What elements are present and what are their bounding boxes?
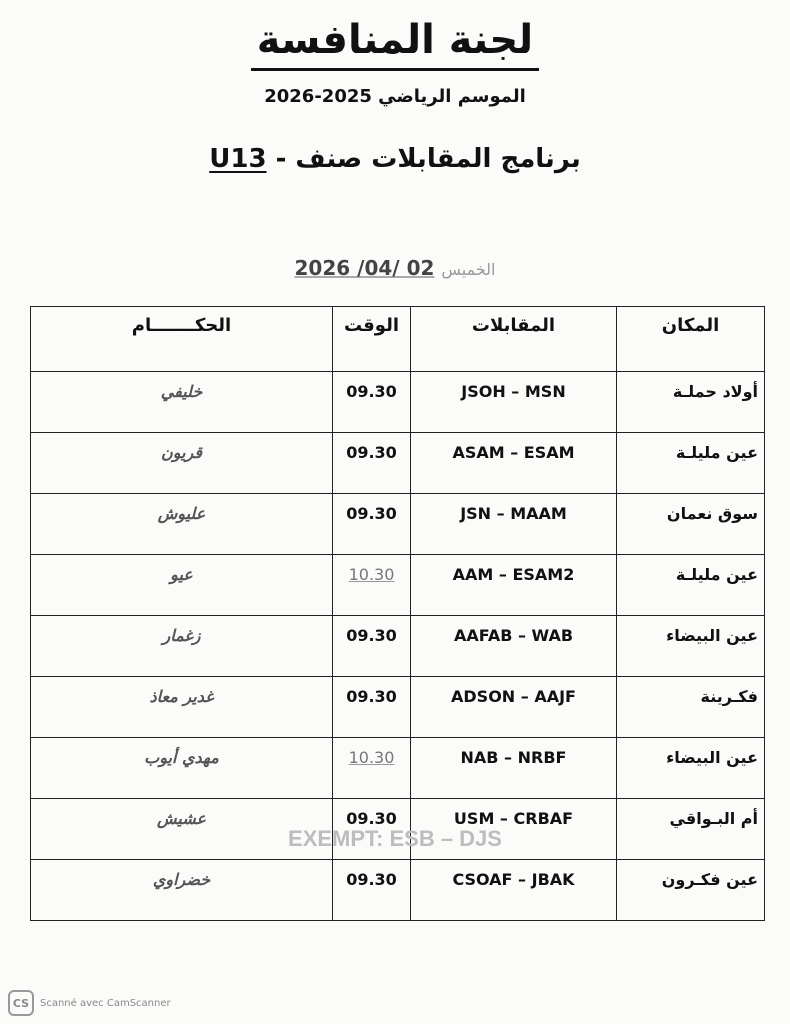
match-date-value: 02 /04/ 2026	[294, 256, 435, 280]
place-cell: أم البـواقي	[617, 799, 765, 860]
referee-cell: غدير معاذ	[31, 677, 333, 738]
match-cell: JSN – MAAM	[411, 494, 617, 555]
match-cell: ASAM – ESAM	[411, 433, 617, 494]
referee-cell: قريون	[31, 433, 333, 494]
table-row	[31, 738, 765, 799]
referee-cell: عيو	[31, 555, 333, 616]
place-cell: عين البيضاء	[617, 738, 765, 799]
table-row	[31, 372, 765, 433]
table-row	[31, 860, 765, 921]
table-row	[31, 616, 765, 677]
program-title	[0, 144, 790, 174]
referee-cell: زغمار	[31, 616, 333, 677]
match-cell: CSOAF – JBAK	[411, 860, 617, 921]
exempt-line: EXEMPT: ESB – DJS	[288, 826, 502, 851]
match-cell: USM – CRBAF	[411, 799, 617, 860]
time-cell: 09.30	[333, 372, 411, 433]
category-label: U13	[209, 144, 267, 174]
header-match: المقابلات	[411, 307, 617, 372]
header-time: الوقت	[333, 307, 411, 372]
referee-cell: مهدي أيوب	[31, 738, 333, 799]
referee-cell: خليفي	[31, 372, 333, 433]
time-cell: 10.30	[333, 555, 411, 616]
match-cell: AAM – ESAM2	[411, 555, 617, 616]
place-cell: عين فكـرون	[617, 860, 765, 921]
place-cell: فكـرينة	[617, 677, 765, 738]
program-label: برنامج المقابلات صنف -	[275, 144, 581, 174]
camscanner-text: Scanné avec CamScanner	[40, 997, 171, 1009]
table-row	[31, 433, 765, 494]
camscanner-logo: CS	[8, 990, 34, 1016]
committee-title-text: لجنة المنافسة	[251, 14, 539, 71]
place-cell: عين مليلـة	[617, 555, 765, 616]
time-cell: 09.30	[333, 494, 411, 555]
referee-cell: خضراوي	[31, 860, 333, 921]
match-cell: ADSON – AAJF	[411, 677, 617, 738]
table-header-row	[31, 307, 765, 372]
place-cell: أولاد حملـة	[617, 372, 765, 433]
referee-cell: عشيش	[31, 799, 333, 860]
camscanner-watermark	[8, 990, 171, 1016]
match-cell: JSOH – MSN	[411, 372, 617, 433]
table-row	[31, 555, 765, 616]
header-place: المكان	[617, 307, 765, 372]
match-cell: NAB – NRBF	[411, 738, 617, 799]
match-date	[0, 256, 790, 280]
time-cell: 09.30	[333, 616, 411, 677]
place-cell: عين مليلـة	[617, 433, 765, 494]
match-cell: AAFAB – WAB	[411, 616, 617, 677]
table-row	[31, 494, 765, 555]
referee-cell: عليوش	[31, 494, 333, 555]
time-cell: 09.30	[333, 677, 411, 738]
header-referees: الحكـــــــام	[31, 307, 333, 372]
place-cell: سوق نعمان	[617, 494, 765, 555]
time-cell: 09.30	[333, 860, 411, 921]
place-cell: عين البيضاء	[617, 616, 765, 677]
table-row	[31, 677, 765, 738]
time-cell: 09.30	[333, 433, 411, 494]
season-line: الموسم الرياضي 2025-2026	[264, 86, 526, 107]
committee-title	[0, 14, 790, 71]
time-cell: 09.30	[333, 799, 411, 860]
match-day: الخميس	[441, 260, 496, 279]
time-cell: 10.30	[333, 738, 411, 799]
